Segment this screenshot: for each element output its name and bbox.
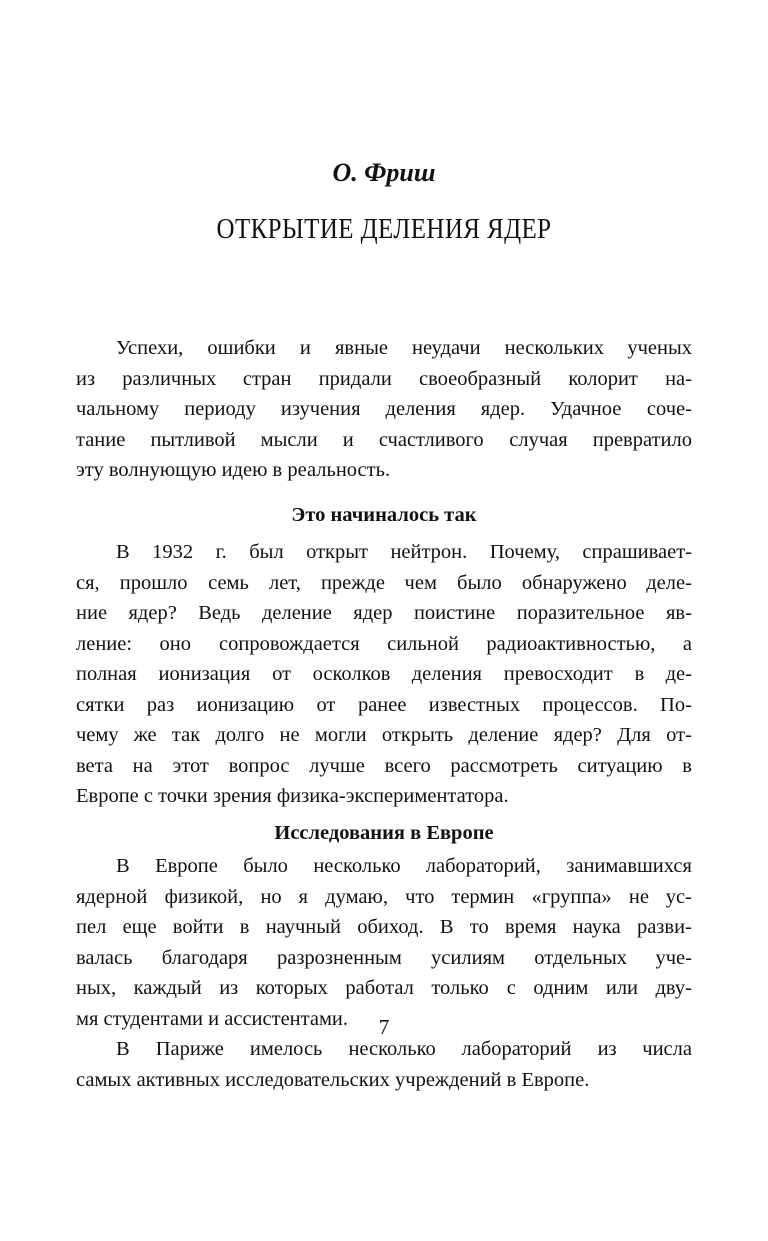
text-line: мя студентами и ассистентами. (76, 1007, 349, 1030)
chapter-title: ОТКРЫТИЕ ДЕЛЕНИЯ ЯДЕР (216, 213, 552, 245)
text-line: эту волнующую идею в реальность. (76, 459, 391, 481)
text-line: полная ионизация от осколков деления превосходит в де- (76, 663, 692, 685)
section-heading: Исследования в Европе (274, 822, 494, 844)
section-paragraph (76, 851, 692, 1095)
text-line: чему же так долго не могли открыть деление ядер? Для от- (76, 724, 692, 746)
section-heading: Это начиналось так (291, 504, 477, 526)
text-line: тание пытливой мысли и счастливого случая превратило (76, 428, 692, 451)
text-line: Успехи, ошибки и явные неудачи нескольких ученых (116, 337, 692, 359)
section-paragraph (76, 537, 692, 812)
text-line: вета на этот вопрос лучше всего рассмотреть ситуацию в (76, 754, 692, 777)
text-line: ние ядер? Ведь деление ядер поистине поразительное яв- (76, 602, 692, 624)
text-line: валась благодаря разрозненным усилиям отдельных уче- (76, 946, 692, 969)
intro-paragraph (76, 333, 692, 486)
page-number: 7 (378, 1015, 390, 1039)
text-line: В Париже имелось несколько лабораторий из числа (116, 1038, 692, 1060)
text-line: Европе с точки зрения физика-экспериментатора. (76, 785, 509, 807)
text-line: сятки раз ионизацию от ранее известных процессов. По- (76, 693, 692, 716)
text-line: ся, прошло семь лет, прежде чем было обнаружено деле- (76, 571, 692, 594)
text-line: чальному периоду изучения деления ядер. Удачное соче- (76, 398, 692, 420)
author-name: О. Фриш (332, 158, 436, 187)
text-line: из различных стран придали своеобразный колорит на- (76, 367, 692, 390)
text-line: ядерной физикой, но я думаю, что термин «группа» не ус- (76, 885, 692, 908)
text-line: ных, каждый из которых работал только с одним или дву- (76, 977, 692, 999)
text-line: В 1932 г. был открыт нейтрон. Почему, спрашивает- (116, 541, 692, 563)
text-line: пел еще войти в научный обиход. В то время наука разви- (76, 916, 692, 938)
text-line: самых активных исследовательских учреждений в Европе. (76, 1068, 590, 1091)
text-line: ление: оно сопровождается сильной радиоактивностью, а (76, 632, 692, 655)
text-line: В Европе было несколько лабораторий, занимавшихся (116, 855, 692, 877)
